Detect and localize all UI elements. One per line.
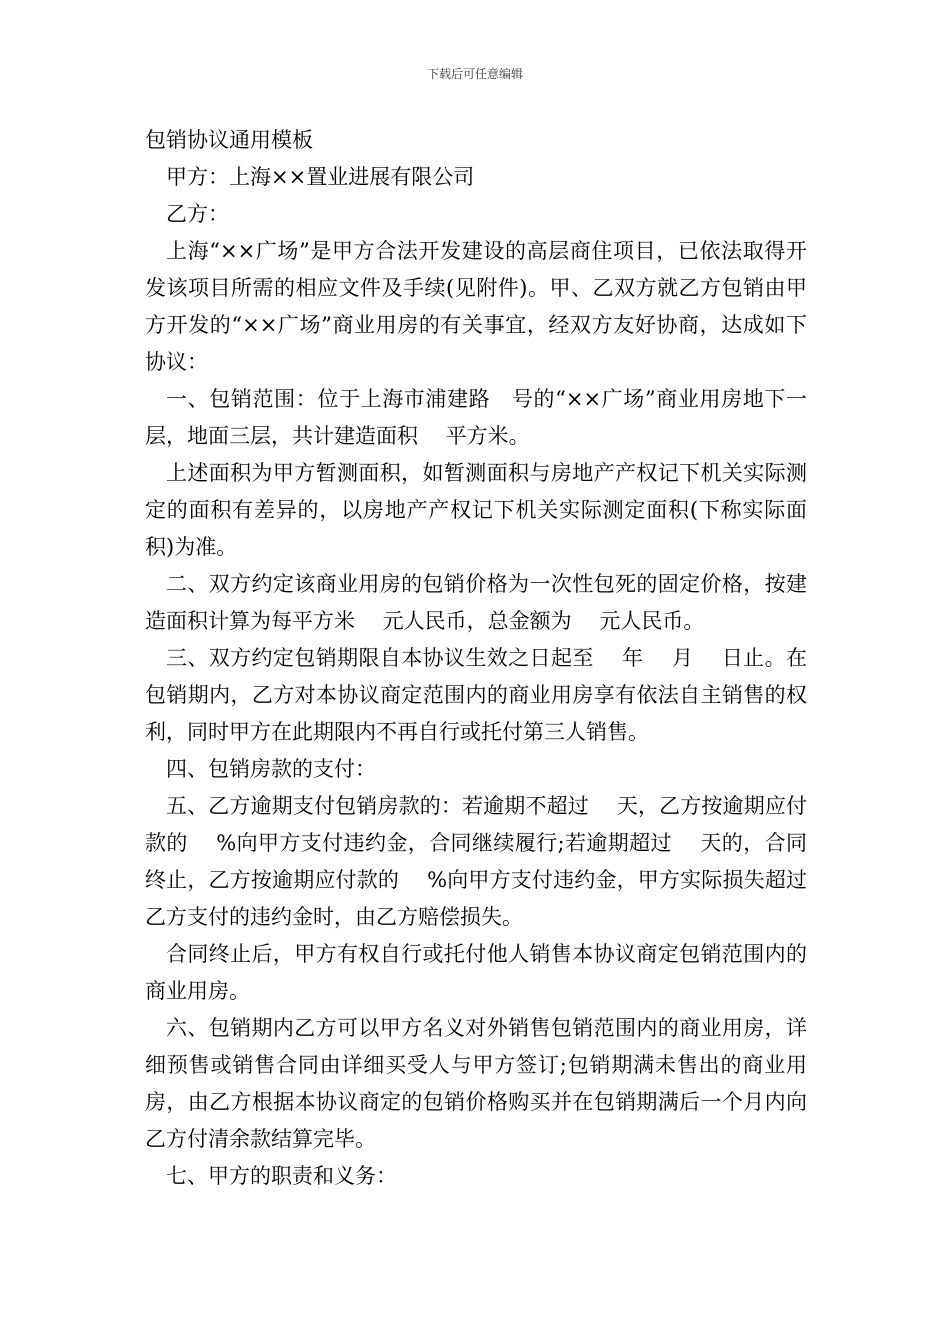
- paragraph-clause-3: 三、双方约定包销期限自本协议生效之日起至 年 月 日止。在包销期内，乙方对本协议商定范围内的商业用房享有依法自主销售的权利，同时甲方在此期限内不再自行或托付第三人销售。: [145, 646, 807, 744]
- paragraph-clause-7: 七、甲方的职责和义务：: [166, 1164, 397, 1188]
- document-body: [145, 122, 807, 1195]
- page-header: 下载后可任意编辑: [426, 67, 523, 81]
- document-title: 包销协议通用模板: [145, 128, 313, 152]
- paragraph-clause-5-note: 合同终止后，甲方有权自行或托付他人销售本协议商定包销范围内的商业用房。: [145, 942, 807, 1003]
- paragraph-preamble: 上海“××广场”是甲方合法开发建设的高层商住项目，已依法取得开发该项目所需的相应文件及手续(见附件)。甲、乙双方就乙方包销由甲方开发的“××广场”商业用房的有关事宜，经双方友好协商，达成如下协议：: [145, 239, 807, 374]
- party-b-line: 乙方：: [166, 202, 229, 226]
- paragraph-clause-4: 四、包销房款的支付：: [166, 757, 376, 781]
- paragraph-clause-6: 六、包销期内乙方可以甲方名义对外销售包销范围内的商业用房，详细预售或销售合同由详细买受人与甲方签订;包销期满未售出的商业用房，由乙方根据本协议商定的包销价格购买并在包销期满后一个月内向乙方付清余款结算完毕。: [145, 1016, 807, 1151]
- paragraph-clause-5: 五、乙方逾期支付包销房款的：若逾期不超过 天，乙方按逾期应付款的 %向甲方支付违约金，合同继续履行;若逾期超过 天的，合同终止，乙方按逾期应付款的 %向甲方支付违约金，甲方实际损失超过乙方支付的违约金时，由乙方赔偿损失。: [145, 794, 807, 929]
- paragraph-clause-1: 一、包销范围：位于上海市浦建路 号的“××广场”商业用房地下一层，地面三层，共计建造面积 平方米。: [145, 387, 807, 448]
- party-a-line: 甲方：上海××置业进展有限公司: [166, 165, 475, 189]
- paragraph-clause-2: 二、双方约定该商业用房的包销价格为一次性包死的固定价格，按建造面积计算为每平方米 元人民币，总金额为 元人民币。: [145, 572, 807, 633]
- paragraph-clause-1-note: 上述面积为甲方暂测面积，如暂测面积与房地产产权记下机关实际测定的面积有差异的，以房地产产权记下机关实际测定面积(下称实际面积)为准。: [145, 461, 807, 559]
